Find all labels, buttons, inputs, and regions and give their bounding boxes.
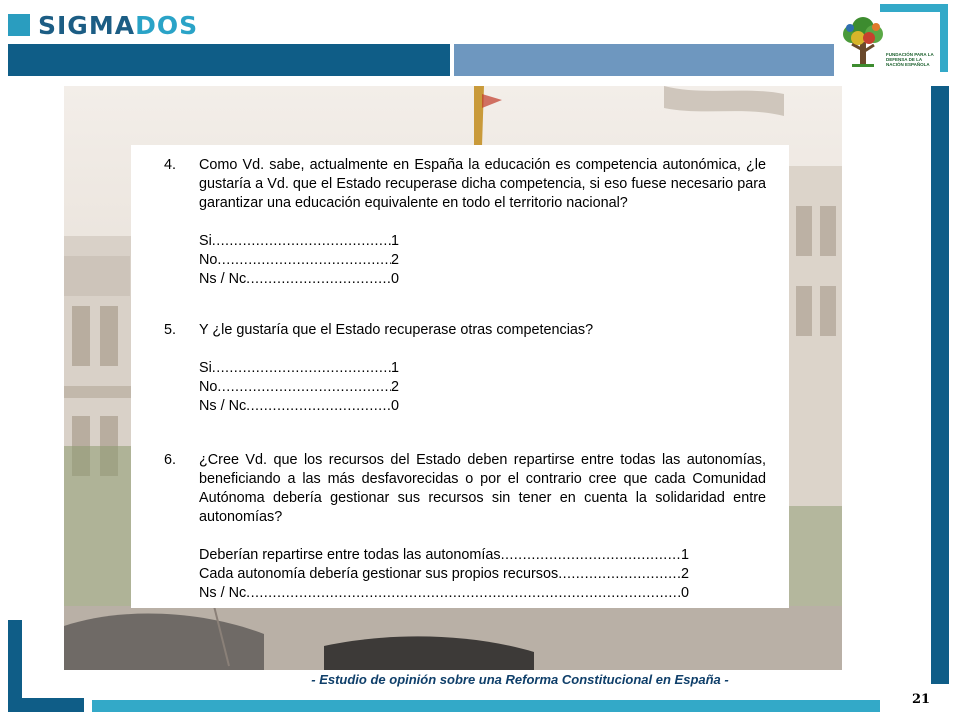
question-number: 4. bbox=[164, 157, 177, 173]
answer-options bbox=[199, 546, 766, 603]
question-number: 6. bbox=[164, 452, 177, 468]
bottom-left-bracket bbox=[8, 620, 84, 712]
question-number: 5. bbox=[164, 322, 177, 338]
header-bar-dark bbox=[8, 44, 450, 76]
answer-options bbox=[199, 359, 766, 416]
answer-option: Ns / Nc ..... 0 bbox=[199, 584, 689, 603]
header-bar-light bbox=[454, 44, 834, 76]
question-text: Y ¿le gustaría que el Estado recuperase otras competencias? bbox=[199, 322, 594, 338]
question-5 bbox=[164, 321, 766, 416]
foundation-text: FUNDACIÓN PARA LA DEFENSA DE LA NACIÓN ESPAÑOLA bbox=[886, 52, 934, 67]
logo-square-icon bbox=[8, 14, 30, 36]
answer-option: Cada autonomía debería gestionar sus propios recursos ..... 2 bbox=[199, 565, 689, 584]
question-4 bbox=[164, 156, 766, 289]
answer-option: No ..... 2 bbox=[199, 251, 399, 270]
answer-option: Si ..... 1 bbox=[199, 359, 399, 378]
question-6 bbox=[164, 451, 766, 603]
top-right-bracket bbox=[880, 4, 948, 72]
right-vertical-bar bbox=[931, 86, 949, 684]
question-text: Como Vd. sabe, actualmente en España la educación es competencia autonómica, ¿le gustaría a Vd. que el Estado recuperase dicha competencia, si eso fuese necesario para garantizar una educación equivalente en todo el territorio nacional? bbox=[199, 157, 766, 211]
question-text: ¿Cree Vd. que los recursos del Estado deben repartirse entre todas las autonomías, beneficiando a las más desfavorecidas o por el contrario cree que cada Comunidad Autónoma debería gestionar sus recursos sin tener en cuenta la solidaridad entre autonomías? bbox=[199, 452, 766, 525]
footer-title: - Estudio de opinión sobre una Reforma Constitucional en España - bbox=[311, 672, 729, 687]
answer-option: Deberían repartirse entre todas las autonomías ..... 1 bbox=[199, 546, 689, 565]
sigmados-logo bbox=[8, 8, 198, 42]
page-number: 21 bbox=[912, 692, 931, 707]
survey-document bbox=[131, 145, 789, 608]
answer-option: Si ..... 1 bbox=[199, 232, 399, 251]
answer-option: Ns / Nc ..... 0 bbox=[199, 270, 399, 289]
logo-text: SIGMADOS bbox=[38, 10, 199, 40]
answer-options bbox=[199, 232, 766, 289]
bottom-bar bbox=[92, 700, 880, 712]
answer-option: No ..... 2 bbox=[199, 378, 399, 397]
answer-option: Ns / Nc ..... 0 bbox=[199, 397, 399, 416]
